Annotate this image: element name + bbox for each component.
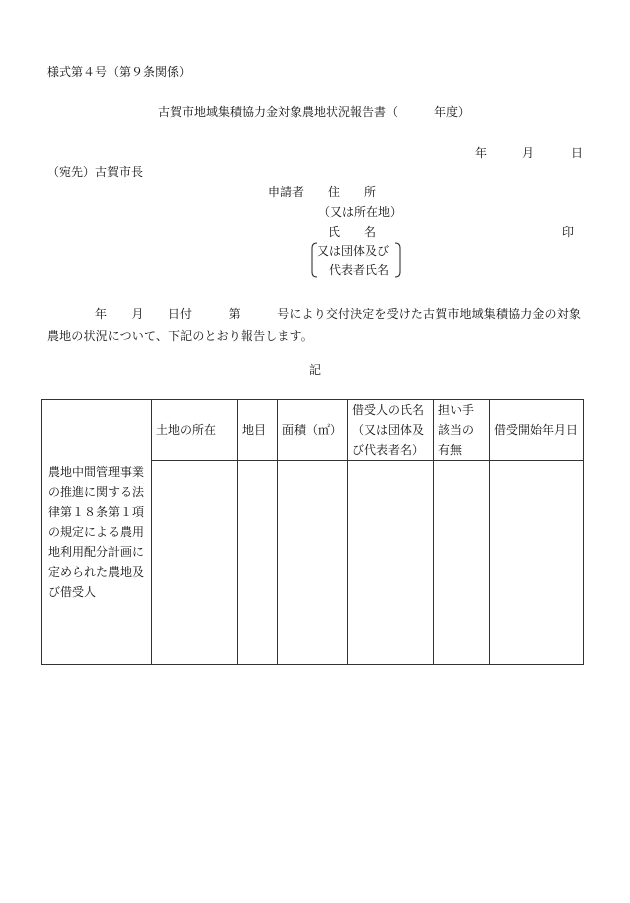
form-number: 様式第４号（第９条関係） xyxy=(47,65,192,79)
column-header-location: 土地の所在 xyxy=(152,400,238,461)
date-day-label: 日 xyxy=(571,146,584,160)
seal-mark: 印 xyxy=(562,225,575,239)
name-alt-line1: 又は団体及び xyxy=(317,244,390,258)
table-row-header-text: 農地中間管理事業の推進に関する法律第１８条第１項の規定による農用地利用配分計画に定められた農地及び借受人 xyxy=(48,465,145,599)
applicant-label: 申請者 xyxy=(268,185,305,199)
addressee: （宛先）古賀市長 xyxy=(47,165,144,179)
column-header-bearer-status: 担い手該当の有無 xyxy=(434,400,490,461)
column-header-lease-start-date: 借受開始年月日 xyxy=(490,400,584,461)
ki-heading: 記 xyxy=(309,363,322,377)
cell-lessee-name[interactable] xyxy=(348,461,434,665)
report-body-text: 年 月 日付 第 号により交付決定を受けた古賀市地域集積協力金の対象農地の状況について、下記のとおり報告します。 xyxy=(47,307,582,343)
cell-lease-start-date[interactable] xyxy=(490,461,584,665)
date-year-label: 年 xyxy=(475,146,488,160)
cell-land-category[interactable] xyxy=(238,461,278,665)
cell-bearer-status[interactable] xyxy=(434,461,490,665)
name-alt-line2: 代表者氏名 xyxy=(329,263,390,277)
name-label: 氏 名 xyxy=(328,225,377,239)
column-header-land-category: 地目 xyxy=(238,400,278,461)
date-month-label: 月 xyxy=(522,146,535,160)
address-alt-label: （又は所在地） xyxy=(318,205,403,219)
cell-location[interactable] xyxy=(152,461,238,665)
report-table xyxy=(41,399,584,665)
cell-area[interactable] xyxy=(278,461,348,665)
document-title: 古賀市地域集積協力金対象農地状況報告書（ 年度） xyxy=(158,105,471,119)
address-label: 住 所 xyxy=(328,185,377,199)
column-header-lessee-name: 借受人の氏名（又は団体及び代表者名） xyxy=(348,400,434,461)
column-header-area: 面積（㎡） xyxy=(278,400,348,461)
table-header-row xyxy=(42,400,584,461)
table-row-header-cell xyxy=(42,400,152,665)
